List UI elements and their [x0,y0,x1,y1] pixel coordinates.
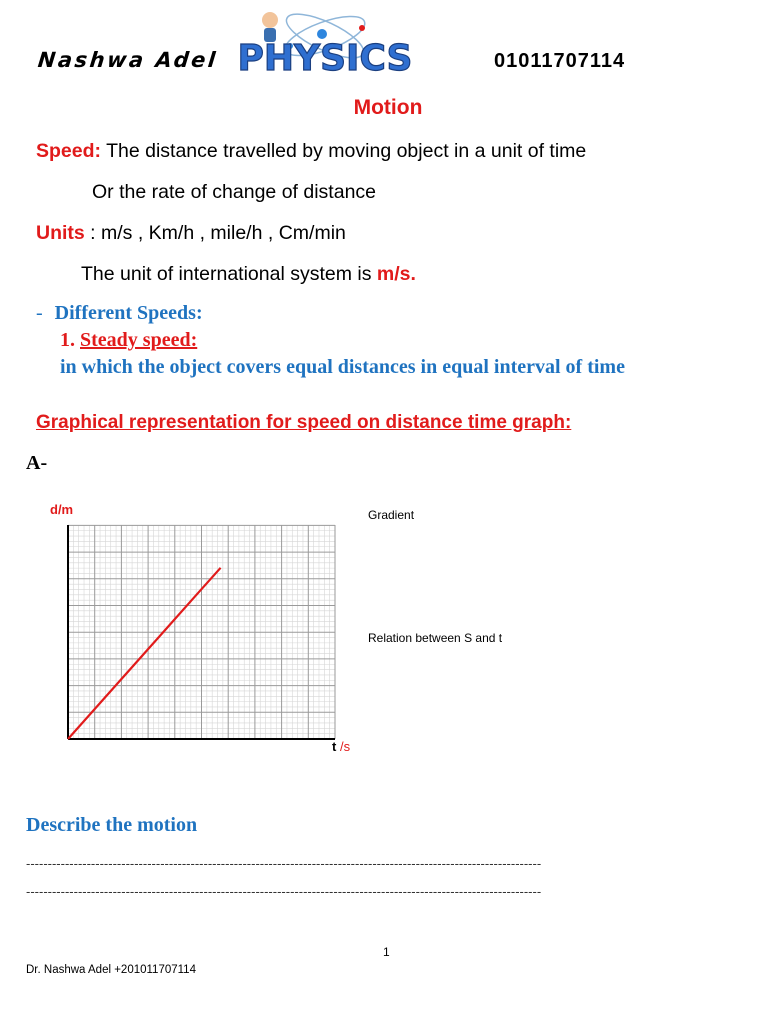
graph-heading: Graphical representation for speed on distance time graph: [36,412,572,433]
page-number: 1 [383,945,390,959]
speed-definition-text: The distance travelled by moving object in a unit of time [106,140,587,162]
relation-note: Relation between S and t [368,631,503,645]
si-unit-value: m/s. [376,263,416,285]
speed-alt-definition: Or the rate of change of distance [92,181,377,203]
x-axis-label [332,739,351,754]
si-unit-line [81,263,416,286]
answer-line-2[interactable]: ----------------------------------------------------------------------------------------------------------------------- [26,884,542,899]
logo-text: PHYSICS [237,38,413,79]
phone-number: 01011707114 [494,50,626,72]
author-name: Nashwa Adel [36,48,219,72]
bullet-dash: - [36,302,43,324]
answer-line-1[interactable]: ----------------------------------------------------------------------------------------------------------------------- [26,856,542,871]
speed-definition [36,140,586,163]
different-speeds-heading [36,302,203,325]
steady-speed-description: in which the object covers equal distances in equal interval of time [60,356,625,378]
units-label: Units [36,222,85,244]
units-line [36,222,346,245]
describe-heading: Describe the motion [26,814,198,836]
item-number: 1. [60,329,75,351]
distance-time-graph [30,495,370,760]
part-label: A- [26,452,48,474]
gradient-note: Gradient [368,508,415,522]
steady-speed-title: Steady speed: [80,329,198,351]
footer-credit: Dr. Nashwa Adel +201011707114 [26,964,196,976]
x-axis-label-unit: /s [336,739,351,754]
steady-speed-item [60,329,197,352]
si-unit-text: The unit of international system is [81,263,377,285]
x-axis-label-t: t [332,739,337,754]
physics-logo [237,6,413,86]
units-list: : m/s , Km/h , mile/h , Cm/min [84,222,346,244]
page-title: Motion [353,96,423,119]
y-axis-label: d/m [50,502,74,517]
speed-label: Speed: [36,140,102,162]
different-speeds-title: Different Speeds: [54,302,203,324]
